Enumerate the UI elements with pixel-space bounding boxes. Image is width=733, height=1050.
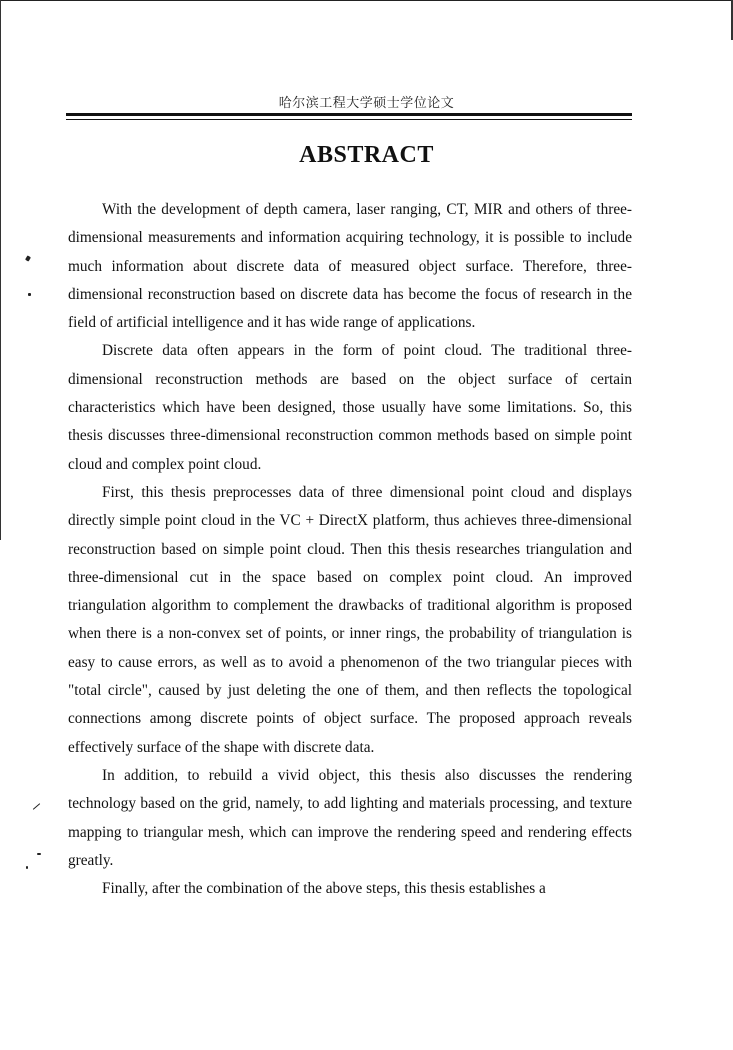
scan-border-left xyxy=(0,0,1,540)
scan-speck xyxy=(25,255,31,261)
abstract-paragraph-1: With the development of depth camera, laser ranging, CT, MIR and others of three-dimensional measurements and information acquiring technology, it is possible to include much information about discrete data of measured object surface. Therefore, three-dimensional reconstruction based on discrete data has become the focus of research in the field of artificial intelligence and it has wide range of applications. xyxy=(68,201,632,332)
abstract-paragraph-4: In addition, to rebuild a vivid object, this thesis also discusses the rendering technology based on the grid, namely, to add lighting and materials processing, and texture mapping to triangular mesh, which can improve the rendering speed and rendering effects greatly. xyxy=(68,766,632,869)
abstract-paragraph-5: Finally, after the combination of the above steps, this thesis establishes a xyxy=(102,880,546,898)
header-rule-thin xyxy=(66,119,632,120)
scan-speck xyxy=(26,866,28,869)
abstract-paragraph-2: Discrete data often appears in the form of point cloud. The traditional three-dimensional reconstruction methods are based on the object surface of certain characteristics which have been designed, those usually have some limitations. So, this thesis discusses three-dimensional reconstruction common methods based on simple point cloud and complex point cloud. xyxy=(68,342,632,473)
header-rule-thick xyxy=(66,113,632,116)
abstract-paragraph-3: First, this thesis preprocesses data of three dimensional point cloud and displays directly simple point cloud in the VC + DirectX platform, thus achieves three-dimensional reconstruction based on simple point cloud. Then this thesis researches triangulation and three-dimensional cut in the space based on complex point cloud. An improved triangulation algorithm to complement the drawbacks of traditional algorithm is proposed when there is a non-convex set of points, or inner rings, the probability of triangulation is easy to cause errors, as well as to avoid a phenomenon of the two triangular pieces with "total circle", caused by just deleting the one of them, and then reflects the topological connections among discrete points of object surface. The proposed approach reveals effectively surface of the shape with discrete data. xyxy=(68,483,632,756)
scan-border-top xyxy=(0,0,733,1)
running-header-title: 哈尔滨工程大学硕士学位论文 xyxy=(278,96,455,111)
abstract-body xyxy=(68,196,632,903)
abstract-heading: ABSTRACT xyxy=(299,142,434,168)
scan-speck xyxy=(28,293,31,296)
scan-speck xyxy=(33,803,41,810)
scan-speck xyxy=(37,853,41,855)
